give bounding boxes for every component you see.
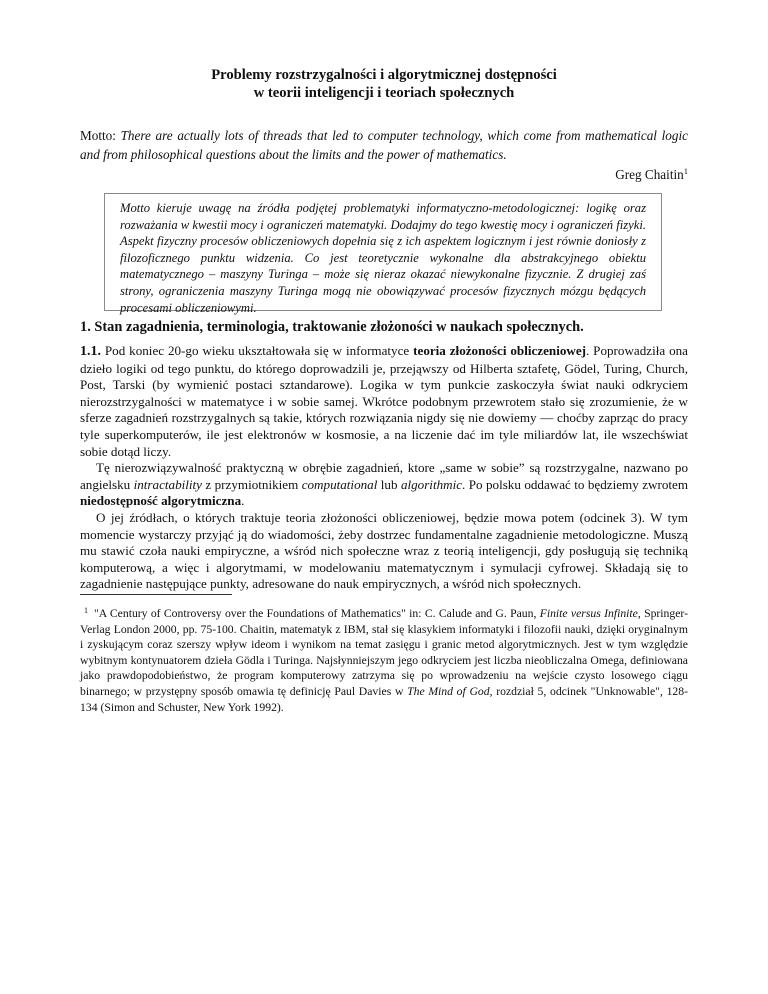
text-run: lub xyxy=(377,476,401,492)
abstract-box: Motto kieruje uwagę na źródła podjętej problematyki informatyczno-metodologicznej: logikę oraz rozważania w kwestii mocy i ograniczeń matematyki. Dodajmy do tego kwestię mocy i ograniczeń fizyki. Aspekt fizyczny procesów obliczeniowych dopełnia się z ich aspektem logicznym i jest równie doniosły z filozoficznego punktu widzenia. Co jest teoretycznie wykonalne dla abstrakcyjnego obiektu matematycznego – maszyny Turinga – może się nieraz okazać niewykonalne fizycznie. Z drugiej zaś strony, ograniczenia maszyny Turinga mogą nie obowiązywać procesów fizycznych mózgu będących procesami obliczeniowymi. xyxy=(104,193,662,311)
motto-author-name: Greg Chaitin xyxy=(615,167,684,182)
book-title-italic: Finite versus Infinite xyxy=(539,607,638,620)
book-title-italic: The Mind of God xyxy=(407,684,490,698)
footnote-reference[interactable]: 1 xyxy=(683,166,688,176)
text-run: Pod koniec 20-go wieku ukształtowała się w informatyce xyxy=(101,343,414,358)
text-run: , rozdział 5, odcinek "Unknowable", 128-134 (Simon and Schuster, New York 1992). xyxy=(80,684,688,714)
paragraph-2 xyxy=(80,460,688,510)
term-bold: niedostępność algorytmiczna xyxy=(80,493,242,509)
paragraph-1-1 xyxy=(80,343,688,460)
term-bold: teoria złożoności obliczeniowej xyxy=(413,343,587,358)
motto-quote: There are actually lots of threads that led to computer technology, which come from mathematical logic and from philosophical questions about the limits and the power of mathematics. xyxy=(80,128,689,162)
term-italic: intractability xyxy=(133,476,202,492)
body-text xyxy=(80,343,688,593)
footnote xyxy=(80,603,688,715)
text-run: z przymiotnikiem xyxy=(201,476,302,492)
text-run: "A Century of Controversy over the Foundations of Mathematics" in: C. Calude and G. Paun, xyxy=(94,607,540,620)
footnote-divider xyxy=(80,594,232,595)
text-run: , Springer-Verlag London 2000, pp. 75-100. Chaitin, matematyk z IBM, stał się klasykiem informatyki i filozofii nauki, dzięki oryginalnym i zyskującym coraz szerszy wpływ ideom i wynikom na temat zasięgu i granic metod algorytmicznych. Jest w tym względzie wybitnym kontynuatorem dzieła Gödla i Turinga. Najsłynniejszym jego odkryciem jest liczba nieobliczalna Omega, definiowana jako prawdopodobieństwo, że program komputerowy zatrzyma się po wprowadzeniu na wejście czysto losowego ciągu binarnego; w przystępny sposób omawia tę definicję Paul Davies w xyxy=(80,607,688,698)
paragraph-3: O jej źródłach, o których traktuje teoria złożoności obliczeniowej, będzie mowa potem (odcinek 3). W tym momencie wystarczy przyjąć ją do wiadomości, żeby dostrzec fundamentalne zagadnienie metodologiczne. Muszą mu stawić czoła nauki empiryczne, a wśród nich społeczne wraz z teorią inteligencji, gdy posługują się techniką komputerową, a więc i algorytmami, w modelowaniu matematycznym i symulacji cyfrowej. Składają się to zagadnienie następujące punkty, adresowane do nauk empirycznych, a wśród nich społecznych. xyxy=(80,509,688,592)
text-run: . xyxy=(241,493,245,509)
term-italic: computational xyxy=(301,476,378,492)
footnote-number: 1 xyxy=(84,606,88,615)
title-line-1: Problemy rozstrzygalności i algorytmicznej dostępności xyxy=(211,67,557,83)
text-run: . Poprowadziła ona dzieło logiki od tego punktu, do którego doprowadzili je, przejąwszy od Hilberta sztafetę, Gödel, Turing, Church, Post, Tarski (by wymienić postaci sztandarowe). Logika w tym punkcie zaskoczyła świat nauki odkryciem nierozstrzygalności w matematyce i w sobie samej. Wkrótce podobnym przewrotem stało się zrozumienie, że w sferze zagadnień rozstrzygalnych są takie, których rozwiązania nigdy się nie dowiemy — choćby zaprząc do pracy tyle superkomputerów, ile jest elektronów w kosmosie, a na liczenie dać im tyle miliardów lat, ile wszechświat sobie dotąd liczy. xyxy=(80,343,688,459)
paper-title xyxy=(80,66,688,102)
text-run: . Po polsku oddawać to będziemy zwrotem xyxy=(462,476,689,492)
term-italic: algorithmic xyxy=(400,476,463,492)
motto-label: Motto: xyxy=(80,128,116,143)
section-heading: 1. Stan zagadnienia, terminologia, traktowanie złożoności w naukach społecznych. xyxy=(80,319,584,335)
motto-author xyxy=(615,162,688,184)
motto xyxy=(80,126,688,164)
paragraph-number: 1.1. xyxy=(80,344,101,359)
title-line-2: w teorii inteligencji i teoriach społecznych xyxy=(253,85,515,101)
text-run: Tę nierozwiązywalność praktyczną w obrębie zagadnień, ktore „same w sobie” są rozstrzygalne, nazwano po angielsku xyxy=(80,460,688,492)
